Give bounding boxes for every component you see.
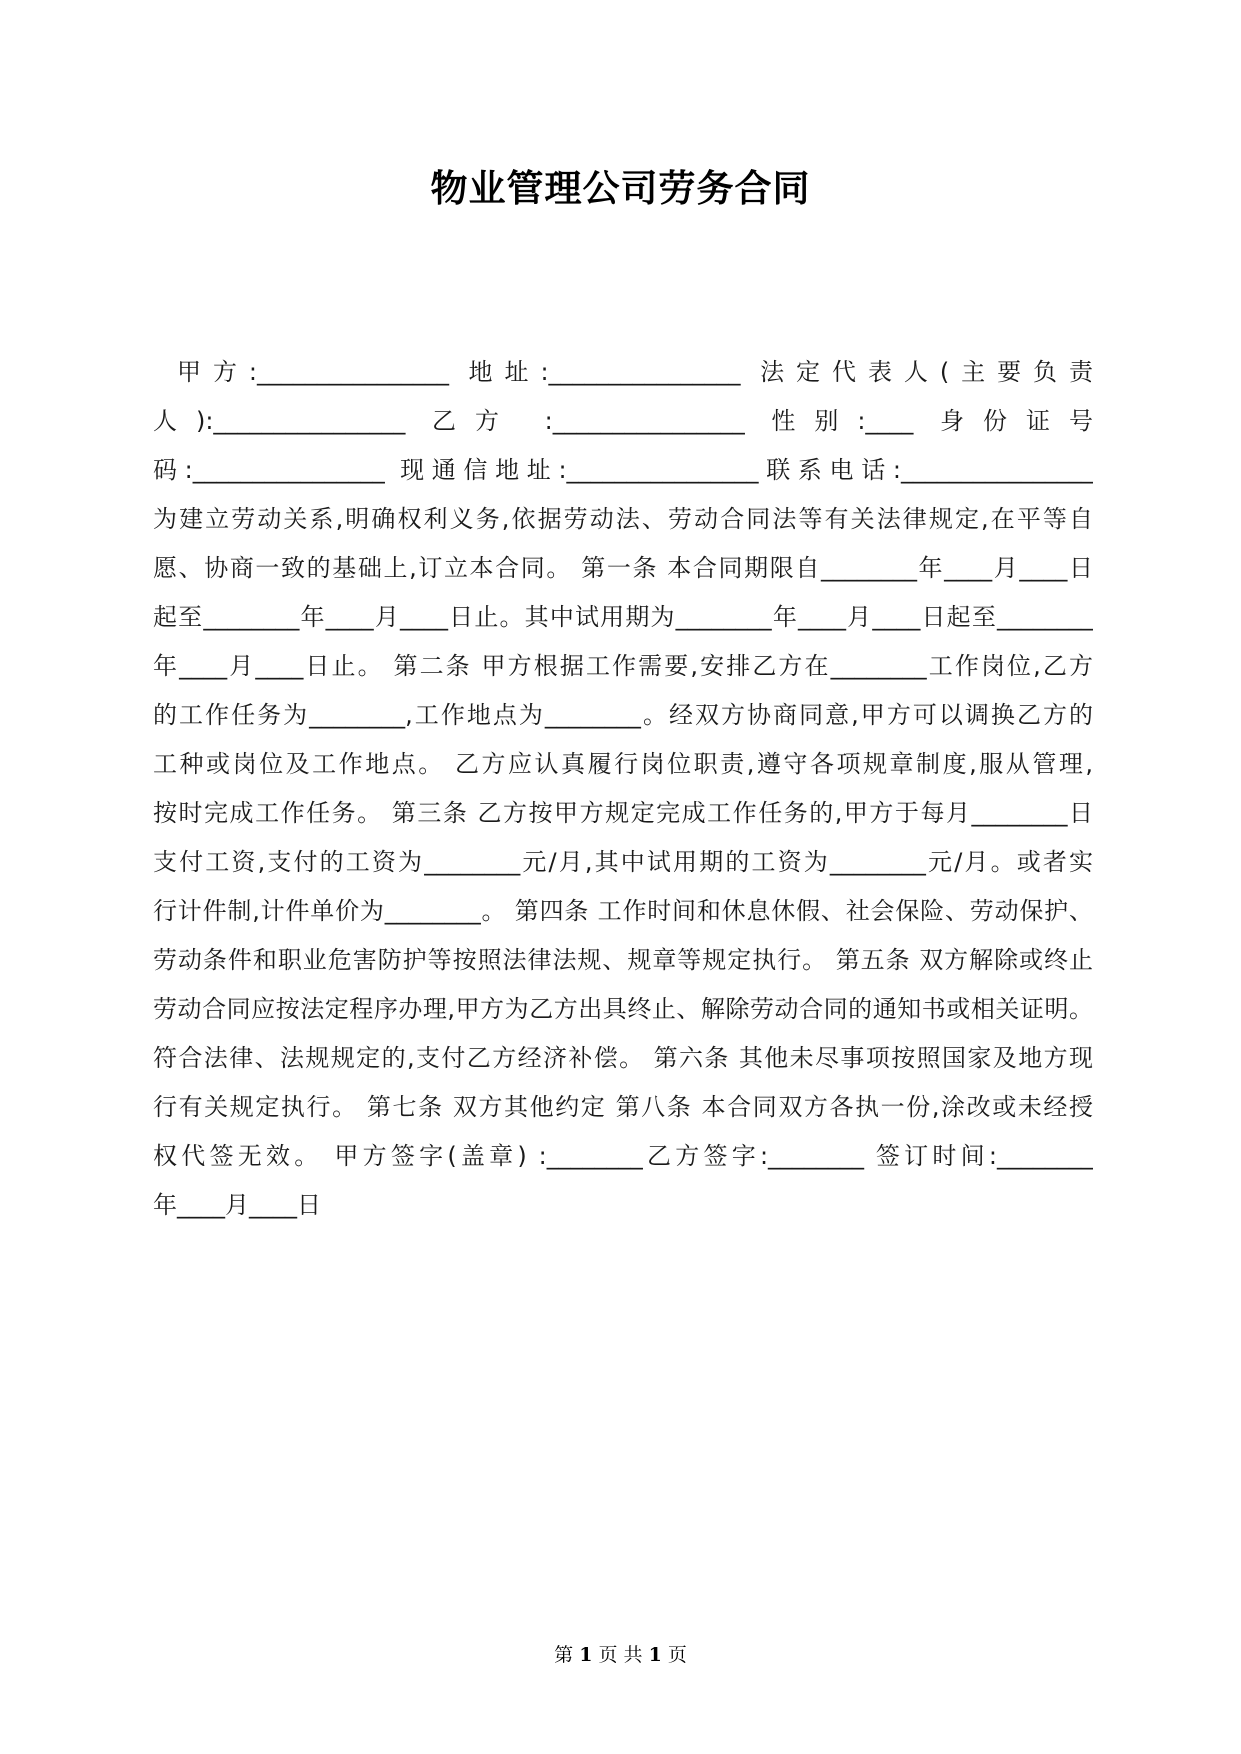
body-line-8: 的工作任务为________,工作地点为________。经双方协商同意,甲方可以调换乙方的: [153, 701, 1093, 729]
footer-total-pages: 1: [648, 1644, 662, 1666]
body-line-12: 行计件制,计件单价为________。 第四条 工作时间和休息休假、社会保险、劳动保护、: [153, 897, 1093, 925]
footer-suffix: 页: [667, 1644, 687, 1666]
body-line-7: 年____月____日止。 第二条 甲方根据工作需要,安排乙方在________工作岗位,乙方: [153, 652, 1093, 680]
body-line-18: 年____月____日: [153, 1191, 321, 1219]
contract-body: [153, 348, 1093, 1230]
body-line-13: 劳动条件和职业危害防护等按照法律法规、规章等规定执行。 第五条 双方解除或终止: [153, 946, 1093, 974]
body-line-1: 甲方:________________ 地址:________________ 法定代表人(主要负责: [177, 358, 1093, 386]
footer-prefix: 第: [554, 1644, 574, 1666]
page-footer: [0, 1640, 1241, 1667]
body-line-15: 符合法律、法规规定的,支付乙方经济补偿。 第六条 其他未尽事项按照国家及地方现: [153, 1044, 1093, 1072]
body-line-6: 起至________年____月____日止。其中试用期为________年____月____日起至________: [153, 603, 1093, 631]
body-line-4: 为建立劳动关系,明确权利义务,依据劳动法、劳动合同法等有关法律规定,在平等自: [153, 505, 1093, 533]
footer-page-number: 1: [579, 1644, 593, 1666]
body-line-10: 按时完成工作任务。 第三条 乙方按甲方规定完成工作任务的,甲方于每月________日: [153, 799, 1093, 827]
body-line-11: 支付工资,支付的工资为________元/月,其中试用期的工资为________元/月。或者实: [153, 848, 1093, 876]
footer-middle: 页 共: [598, 1644, 643, 1666]
body-line-9: 工种或岗位及工作地点。 乙方应认真履行岗位职责,遵守各项规章制度,服从管理,: [153, 750, 1093, 778]
body-line-16: 行有关规定执行。 第七条 双方其他约定 第八条 本合同双方各执一份,涂改或未经授: [153, 1093, 1093, 1121]
body-line-2: 人):________________ 乙方 :________________ 性别:____ 身份证号: [153, 407, 1093, 435]
body-line-17: 权代签无效。 甲方签字(盖章) :________乙方签字:________ 签订时间:________: [153, 1142, 1093, 1170]
document-title: 物业管理公司劳务合同: [430, 167, 811, 210]
body-line-14: 劳动合同应按法定程序办理,甲方为乙方出具终止、解除劳动合同的通知书或相关证明。: [153, 995, 1093, 1023]
body-line-3: 码:________________ 现通信地址:________________联系电话:________________: [153, 456, 1093, 484]
body-line-5: 愿、协商一致的基础上,订立本合同。 第一条 本合同期限自________年____月____日: [153, 554, 1093, 582]
